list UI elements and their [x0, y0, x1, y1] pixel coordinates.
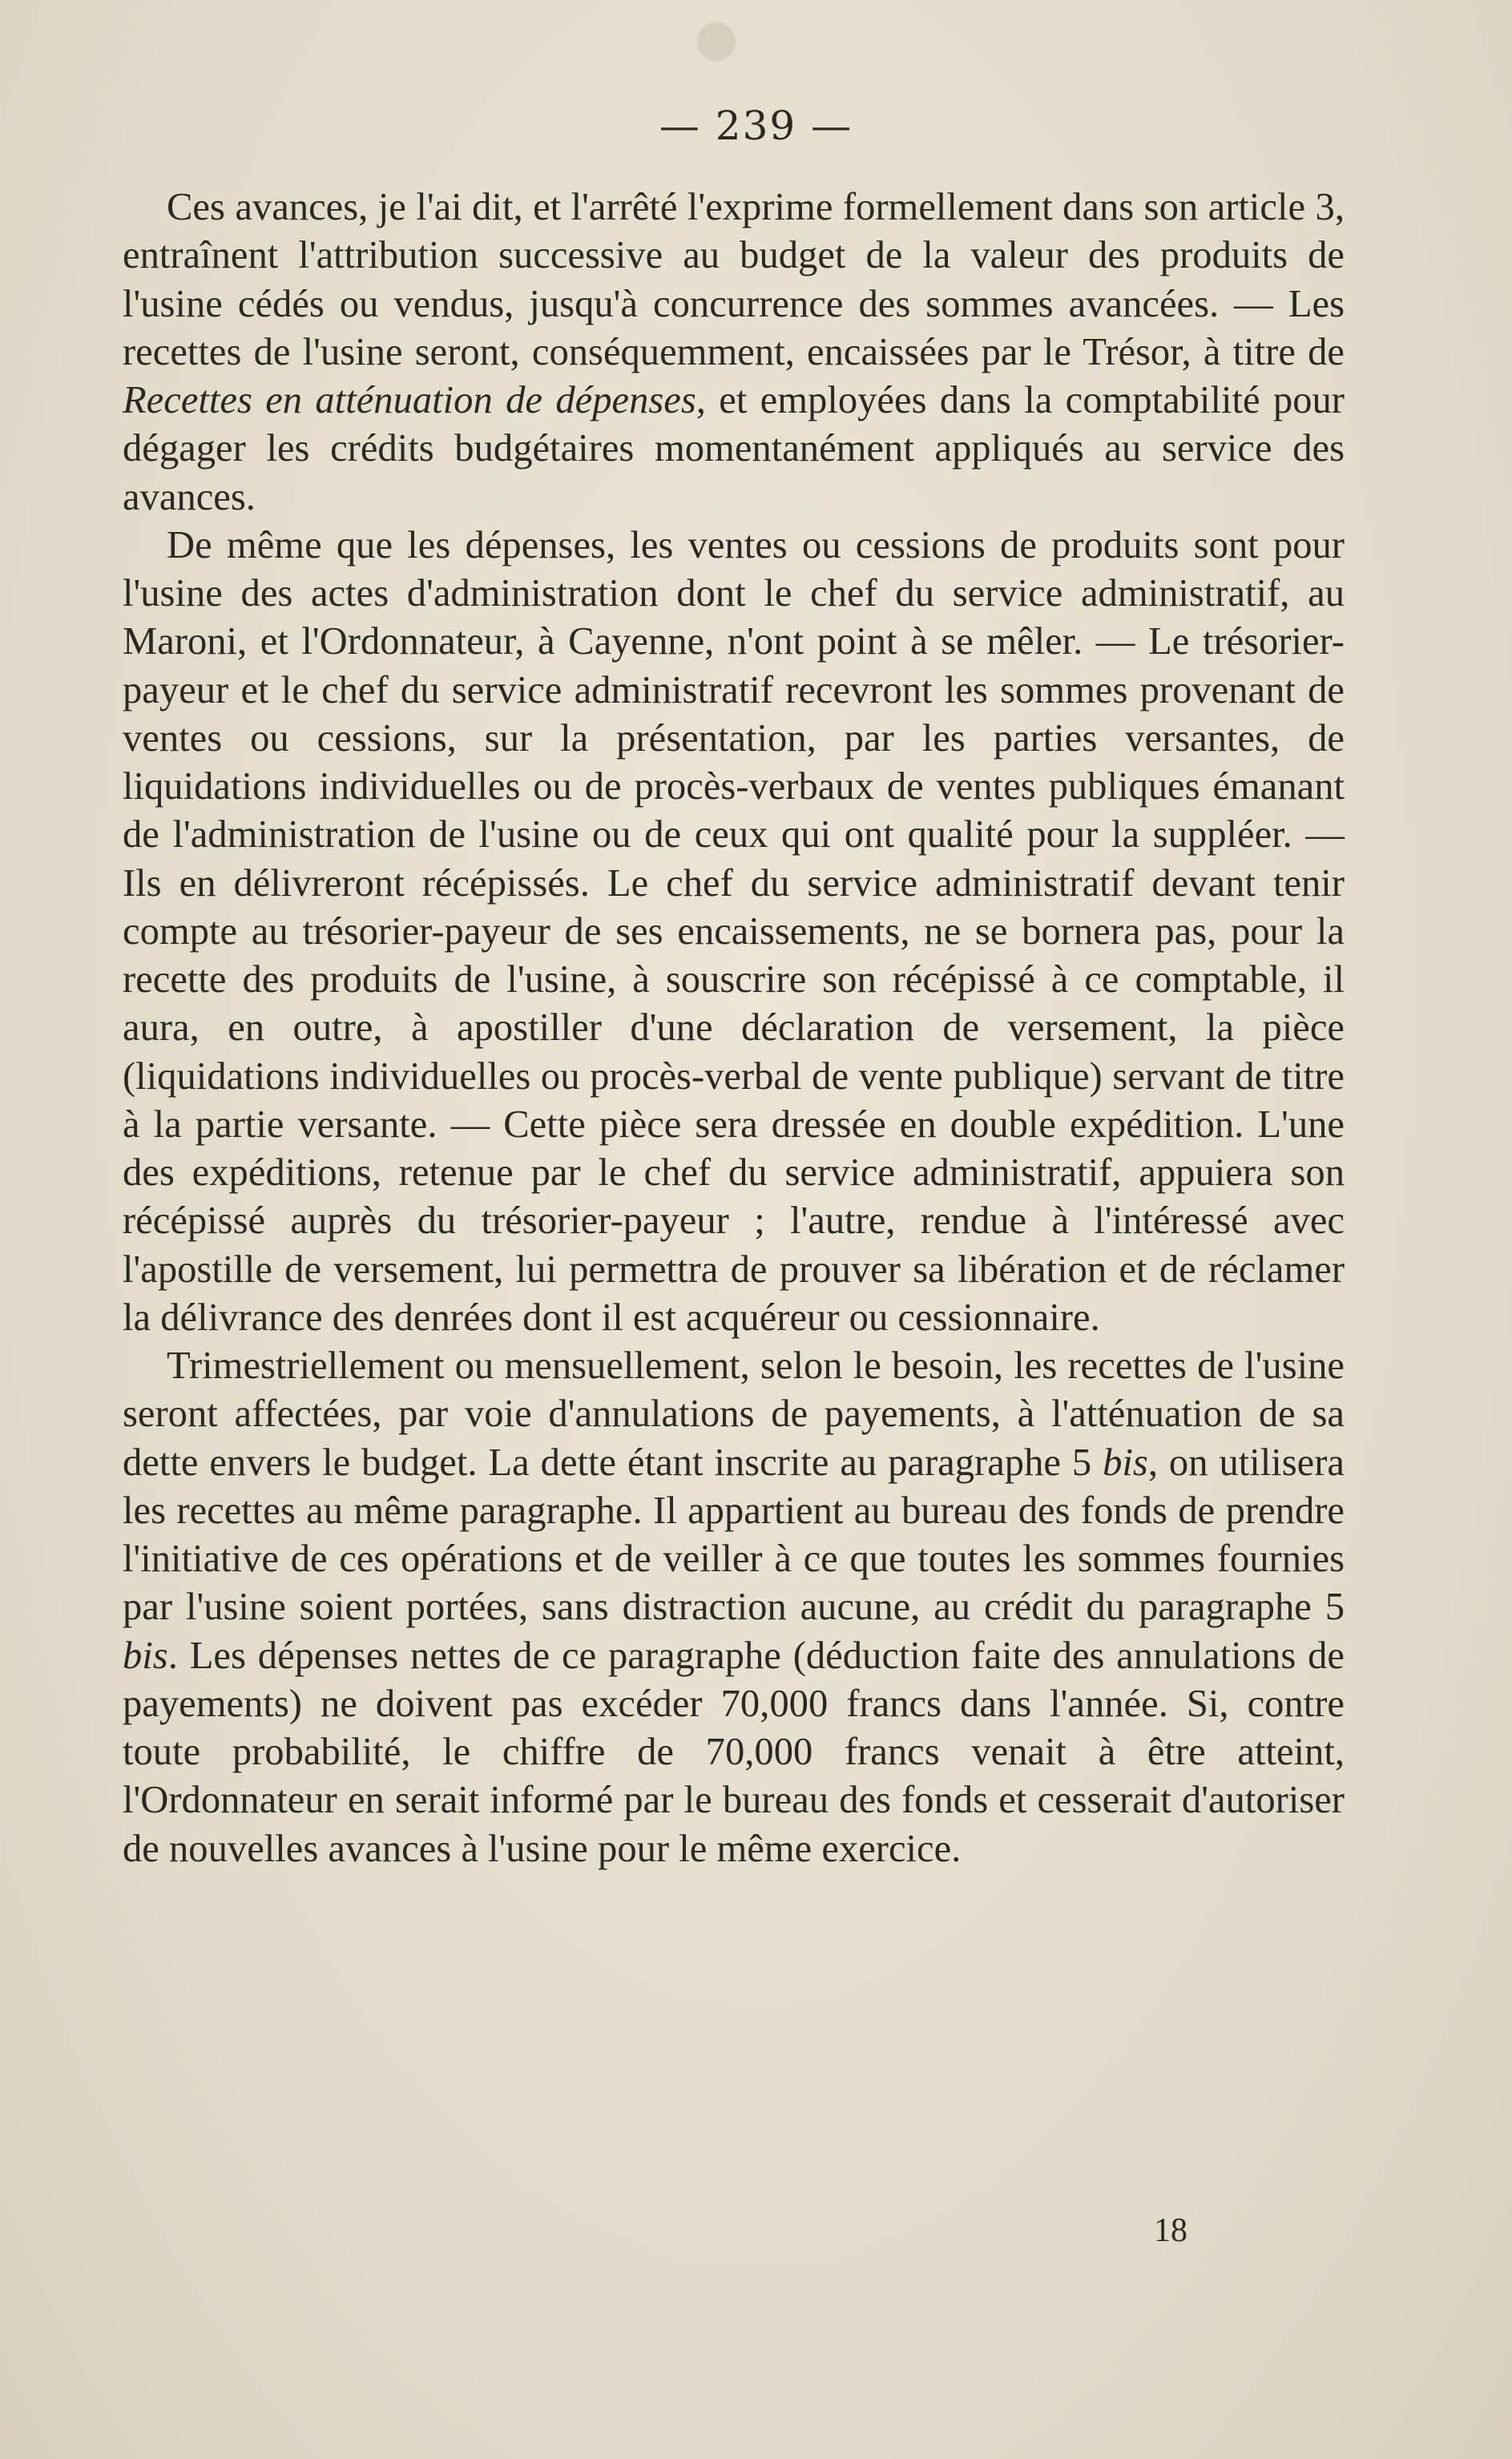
paragraph-3-text-c: . Les dépenses nettes de ce paragraphe (déduction faite des annulations de payements) ne doivent pas excéder 70,000 francs dans l'année. Si, contre toute probabilité, le chiffre de 70,000 francs venait à être atteint, l'Ordonnateur en serait informé par le bureau des fonds et cesserait d'autoriser de nouvelles avances à l'usine pour le même exercice. [123, 1633, 1345, 1870]
paper-stain [697, 22, 736, 61]
paragraph-1-text-a: Ces avances, je l'ai dit, et l'arrêté l'exprime formellement dans son article 3, entraînent l'attribution successive au budget de la valeur des produits de l'usine cédés ou vendus, jusqu'à concurrence des sommes avancées. — Les recettes de l'usine seront, conséquemment, encaissées par le Trésor, à titre de [123, 185, 1345, 373]
paragraph-1-text-b: et employées dans la comptabilité pour dégager les crédits budgétaires momentanément appliqués au service des avances. [123, 378, 1345, 518]
paragraph-2: De même que les dépenses, les ventes ou cessions de produits sont pour l'usine des actes d'administration dont le chef du service administratif, au Maroni, et l'Ordonnateur, à Cayenne, n'ont point à se mêler. — Le trésorier-payeur et le chef du service administratif recevront les sommes provenant de ventes ou cessions, sur la présentation, par les parties versantes, de liquidations individuelles ou de procès-verbaux de ventes publiques émanant de l'administration de l'usine ou de ceux qui ont qualité pour la suppléer. — Ils en délivreront récépissés. Le chef du service administratif devant tenir compte au trésorier-payeur de ses encaissements, ne se bornera pas, pour la recette des produits de l'usine, à souscrire son récépissé à ce comptable, il aura, en outre, à apostiller d'une déclaration de versement, la pièce (liquidations individuelles ou procès-verbal de vente publique) servant de titre à la partie versante. — Cette pièce sera dressée en double expédition. L'une des expéditions, retenue par le chef du service administratif, appuiera son récépissé auprès du trésorier-payeur ; l'autre, rendue à l'intéressé avec l'apostille de versement, lui permettra de prouver sa libération et de réclamer la délivrance des denrées dont il est acquéreur ou cessionnaire. [123, 522, 1345, 1339]
paragraph-1-italic: Recettes en atténuation de dépenses, [123, 378, 706, 421]
page-number: — 239 — [659, 103, 853, 149]
signature-mark: 18 [1154, 2212, 1187, 2249]
paragraph-3-italic-a: bis [1103, 1440, 1148, 1484]
body-text [123, 183, 1345, 1872]
paragraph-3-italic-b: bis [123, 1633, 168, 1677]
paragraph-3-text-b: , on utilisera les recettes au même paragraphe. Il appartient au bureau des fonds de prendre l'initiative de ces opérations et de veiller à ce que toutes les sommes fournies par l'usine soient portées, sans distraction aucune, au crédit du paragraphe 5 [123, 1440, 1345, 1629]
paragraph-3-text-a: Trimestriellement ou mensuellement, selon le besoin, les recettes de l'usine seront affectées, par voie d'annulations de payements, à l'atténuation de sa dette envers le budget. La dette étant inscrite au paragraphe 5 [123, 1344, 1345, 1484]
paragraph-1 [123, 183, 1345, 521]
paragraph-3 [123, 1341, 1345, 1872]
